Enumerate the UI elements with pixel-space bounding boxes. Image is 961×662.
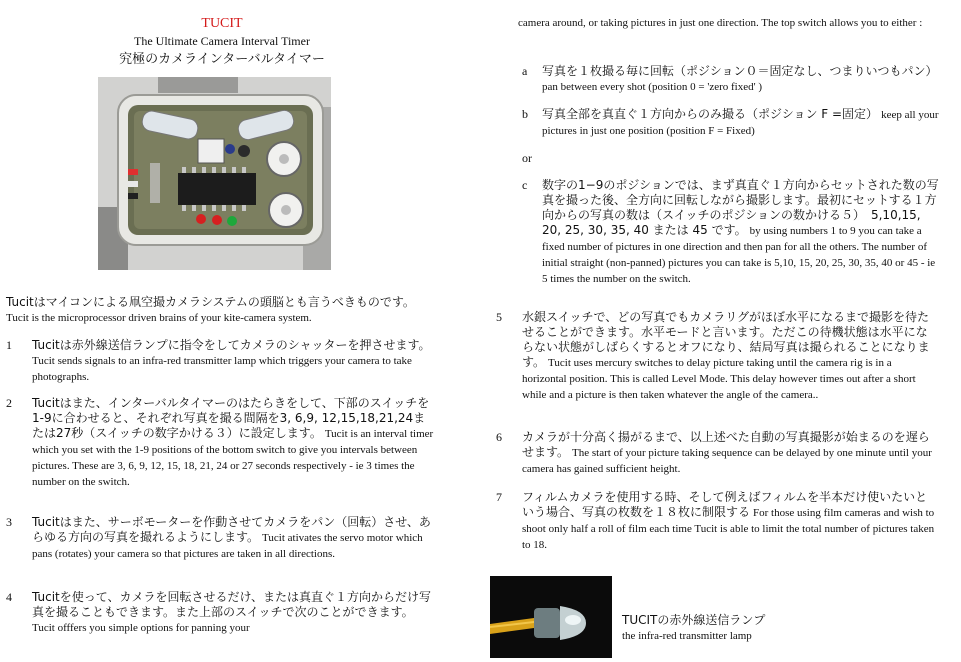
item-jp: Tucitはまた、インターバルタイマーのはたらきをして、下部のスイッチを1-9に合わせると、それぞれ写真を撮る間隔を3, 6,9, 12,15,18,21,24または27秒（スイッチの数字かける３）に設定します。 xyxy=(32,396,430,440)
tucit-device-illustration xyxy=(98,77,331,270)
intro-en: Tucit is the microprocessor driven brains of your kite-camera system. xyxy=(6,312,312,324)
subtitle-english: The Ultimate Camera Interval Timer xyxy=(134,34,310,48)
ir-lamp-caption xyxy=(622,612,765,644)
caption-en: the infra-red transmitter lamp xyxy=(622,630,752,642)
intro-paragraph xyxy=(6,295,438,326)
option-jp: 写真全部を真直ぐ１方向からのみ撮る（ポジション F =固定） xyxy=(542,107,879,121)
option-jp: 写真を１枚撮る毎に回転（ポジション０＝固定なし、つまりいつもパン） xyxy=(542,64,938,78)
tucit-device-photo xyxy=(98,77,331,270)
item-number: 3 xyxy=(6,515,12,529)
item-en: Tucit sends signals to an infra-red transmitter lamp which triggers your camera to take photographs. xyxy=(32,355,412,383)
item-jp: フィルムカメラを使用する時、そして例えばフィルムを半本だけ使いたいという場合、写真の枚数を１８枚に制限する xyxy=(522,490,928,519)
item-number: 1 xyxy=(6,338,12,352)
option-en: by using numbers 1 to 9 you can take a fixed number of pictures in one direction and then pan for all the others. The number of initial straight (non-panned) pictures you can take is 5,10, 15, 20, 25, 30, 35, 40 or 45 - ie 5 times the number on the switch. xyxy=(542,225,936,285)
option-en: pan between every shot (position 0 = 'zero fixed' ) xyxy=(542,81,763,93)
option-label: c xyxy=(522,178,528,192)
option-label: b xyxy=(522,107,528,121)
item-4-continued: camera around, or taking pictures in just one direction. The top switch allows you to either : xyxy=(518,17,923,29)
item-number: 6 xyxy=(496,430,502,444)
intro-jp: Tucitはマイコンによる凧空撮カメラシステムの頭脳とも言うべきものです。 xyxy=(6,295,415,309)
item-jp: Tucitは赤外線送信ランプに指令をしてカメラのシャッターを押させます。 xyxy=(32,338,431,352)
item-number: 4 xyxy=(6,590,12,604)
item-jp: Tucitはまた、サーボモーターを作動させてカメラをパン（回転）させ、あらゆる方向の写真を撮れるようにします。 xyxy=(32,515,431,544)
ir-lamp-photo xyxy=(490,576,612,658)
item-number: 5 xyxy=(496,310,502,324)
document-title: TUCIT xyxy=(201,16,243,31)
item-en: Tucit offfers you simple options for panning your xyxy=(32,622,250,634)
ir-lamp-illustration xyxy=(490,576,612,658)
item-jp: 水銀スイッチで、どの写真でもカメラリグがほぼ水平になるまで撮影を待たせることができます。水平モードと言います。ただこの待機状態は水平にならない状態がしばらくするとオフになり、結局写真は撮られることになります。 xyxy=(522,310,930,369)
item-jp: Tucitを使って、カメラを回転させるだけ、または真直ぐ１方向からだけ写真を撮ることもできます。また上部のスイッチで次のことができます。 xyxy=(32,590,432,619)
option-en: keep all your pictures in just one position (position F = Fixed) xyxy=(542,109,939,137)
item-en: Tucit is an interval timer which you set with the 1-9 positions of the bottom switch to give you intervals between pictures. These are 3, 6, 9, 12, 15, 18, 21, 24 or 27 seconds respectively - ie 3 times the number on the switch. xyxy=(32,428,434,488)
item-en: Tucit uses mercury switches to delay picture taking until the camera rig is in a horizontal position. This is called Level Mode. This delay however times out after a short while and a picture is then taken whatever the angle of the camera.. xyxy=(522,357,916,401)
or-text: or xyxy=(522,151,532,165)
item-number: 7 xyxy=(496,490,502,504)
option-jp: 数字の1−9のポジションでは、まず真直ぐ１方向からセットされた数の写真を撮った後、全方向に回転しながら撮影します。最初にセットする１方向からの写真の数は（スイッチのポジションの数かける５） 5,10,15, 20, 25, 30, 35, 40 または 45 です。 xyxy=(542,178,939,237)
item-number: 2 xyxy=(6,396,12,410)
caption-jp: TUCITの赤外線送信ランプ xyxy=(622,613,766,627)
option-label: a xyxy=(522,64,528,78)
item-en: The start of your picture taking sequence can be delayed by one minute until your camera has gained sufficient height. xyxy=(522,447,932,475)
item-en: For those using film cameras and wish to shoot only half a roll of film each time Tucit is able to limit the total number of pictures taken to 18. xyxy=(522,507,935,551)
item-jp: カメラが十分高く揚がるまで、以上述べた自動の写真撮影が始まるのを遅らせます。 xyxy=(522,430,930,459)
item-en: Tucit ativates the servo motor which pans (rotates) your camera so that pictures are taken in all directions. xyxy=(32,532,423,560)
subtitle-japanese: 究極のカメラインターバルタイマー xyxy=(119,52,325,67)
